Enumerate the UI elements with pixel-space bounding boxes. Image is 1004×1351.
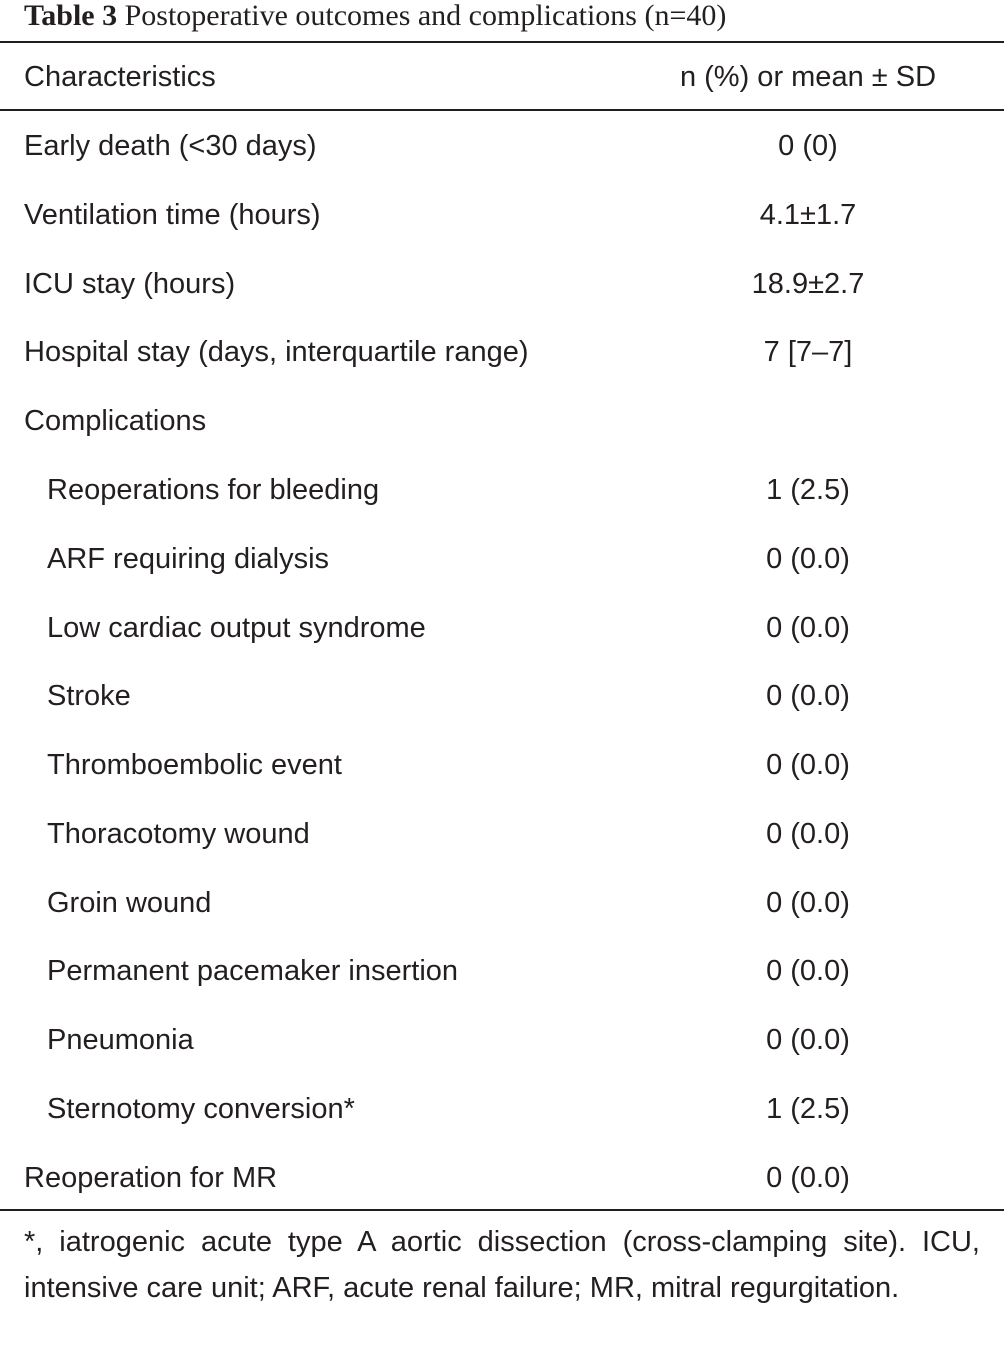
row-value: 7 [7–7] — [763, 336, 853, 368]
row-value: 0 (0) — [778, 130, 838, 162]
row-value: 0 (0.0) — [766, 1024, 850, 1056]
table-row — [0, 745, 1004, 785]
row-label: Ventilation time (hours) — [24, 199, 321, 231]
top-rule — [0, 41, 1004, 43]
table-row — [0, 470, 1004, 510]
table-title: Postoperative outcomes and complications (n=40) — [124, 0, 727, 32]
row-label: Hospital stay (days, interquartile range) — [24, 336, 529, 368]
table-header-row — [0, 57, 1004, 97]
table-row — [0, 676, 1004, 716]
row-label: ARF requiring dialysis — [47, 543, 330, 575]
header-value: n (%) or mean ± SD — [679, 61, 937, 93]
table-number: Table 3 — [24, 0, 118, 32]
table-row — [0, 814, 1004, 854]
row-label: Thoracotomy wound — [47, 818, 310, 850]
table-row — [0, 1089, 1004, 1129]
header-rule — [0, 109, 1004, 111]
row-label: Permanent pacemaker insertion — [47, 955, 459, 987]
row-label: Groin wound — [47, 887, 212, 919]
table-row — [0, 883, 1004, 923]
row-value: 0 (0.0) — [766, 1162, 850, 1194]
table-row — [0, 126, 1004, 166]
table-row — [0, 264, 1004, 304]
row-value: 4.1±1.7 — [759, 199, 857, 231]
row-value: 0 (0.0) — [766, 887, 850, 919]
row-value: 1 (2.5) — [766, 1093, 850, 1125]
row-value: 0 (0.0) — [766, 543, 850, 575]
row-label: Pneumonia — [47, 1024, 194, 1056]
table-caption — [24, 0, 726, 36]
row-label: Low cardiac output syndrome — [47, 612, 426, 644]
table-row — [0, 1158, 1004, 1198]
bottom-rule — [0, 1209, 1004, 1211]
header-characteristics: Characteristics — [24, 61, 216, 93]
row-label: Early death (<30 days) — [24, 130, 317, 162]
row-value: 0 (0.0) — [766, 955, 850, 987]
table-row — [0, 608, 1004, 648]
row-value: 0 (0.0) — [766, 749, 850, 781]
row-label: Thromboembolic event — [47, 749, 342, 781]
table-row — [0, 1020, 1004, 1060]
table-row — [0, 332, 1004, 372]
table-row — [0, 539, 1004, 579]
section-label: Complications — [24, 405, 207, 437]
row-label: Sternotomy conversion* — [47, 1093, 355, 1125]
row-value: 0 (0.0) — [766, 612, 850, 644]
row-label: Stroke — [47, 680, 131, 712]
row-value: 0 (0.0) — [766, 818, 850, 850]
table-section-row — [0, 401, 1004, 441]
row-label: Reoperation for MR — [24, 1162, 278, 1194]
row-value: 1 (2.5) — [766, 474, 850, 506]
row-label: ICU stay (hours) — [24, 268, 236, 300]
table-footnote: *, iatrogenic acute type A aortic dissection (cross-clamping site). ICU, intensive care unit; ARF, acute renal failure; MR, mitral regurgitation. — [24, 1226, 980, 1304]
row-value: 0 (0.0) — [766, 680, 850, 712]
row-value: 18.9±2.7 — [751, 268, 865, 300]
row-label: Reoperations for bleeding — [47, 474, 380, 506]
table-row — [0, 195, 1004, 235]
table-row — [0, 951, 1004, 991]
